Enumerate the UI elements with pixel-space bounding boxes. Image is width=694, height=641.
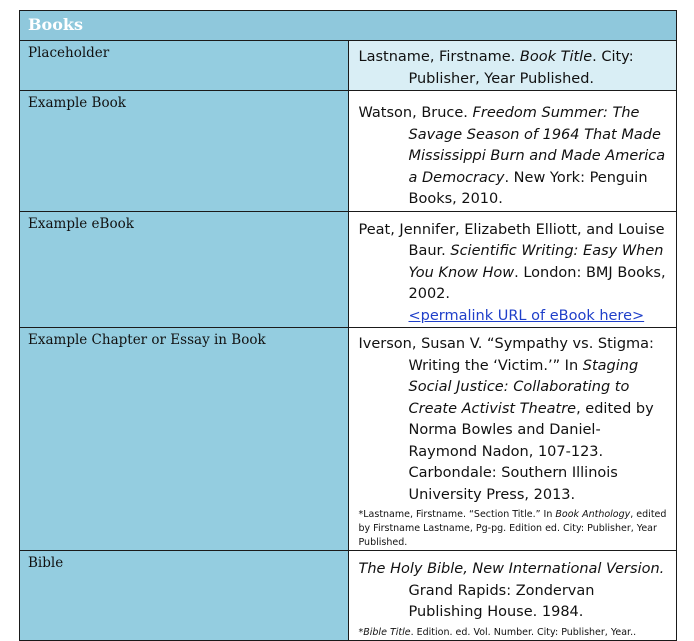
citation-cell [348,551,677,641]
row-label: Placeholder [20,41,349,91]
permalink-link[interactable]: <permalink URL of eBook here> [408,307,645,324]
row-label: Example Book [20,91,349,212]
citation-cell [348,91,677,212]
table-row [20,211,677,328]
table-header-row [20,11,677,41]
citation-text: Watson, Bruce. Freedom Summer: The Savage Season of 1964 That Made Mississippi Burn and Made America a Democracy. New York: Penguin Books, 2010. [358,105,666,207]
row-label: Example Chapter or Essay in Book [20,328,349,551]
row-label: Example eBook [20,211,349,328]
citation-cell [348,328,677,551]
format-note: *Bible Title. Edition. ed. Vol. Number. City: Publisher, Year.. [358,626,637,638]
books-citation-table [19,10,677,641]
row-label: Bible [20,551,349,641]
table-row [20,328,677,551]
citation-cell [348,41,677,91]
citation-cell [348,211,677,328]
table-row [20,91,677,212]
citation-text: Lastname, Firstname. Book Title. City: Publisher, Year Published. [358,49,634,87]
section-title: Books [20,11,677,41]
format-note: *Lastname, Firstname. “Section Title.” In Book Anthology, edited by Firstname Lastname, Pg-pg. Edition ed. City: Publisher, Year Published. [358,509,667,548]
table-row [20,41,677,91]
citation-text: The Holy Bible, New International Version. Grand Rapids: Zondervan Publishing House. 1984. [358,561,665,620]
table-row [20,551,677,641]
citation-text: Iverson, Susan V. “Sympathy vs. Stigma: Writing the ‘Victim.’” In Staging Social Justice: Collaborating to Create Activist Theatre, edited by Norma Bowles and Daniel-Raymond Nadon, 107-123. Carbondale: Southern Illinois University Press, 2013. [358,336,654,503]
citation-text: Peat, Jennifer, Elizabeth Elliott, and Louise Baur. Scientific Writing: Easy When You Know How. London: BMJ Books, 2002. <permalink URL of eBook here> [358,221,666,324]
